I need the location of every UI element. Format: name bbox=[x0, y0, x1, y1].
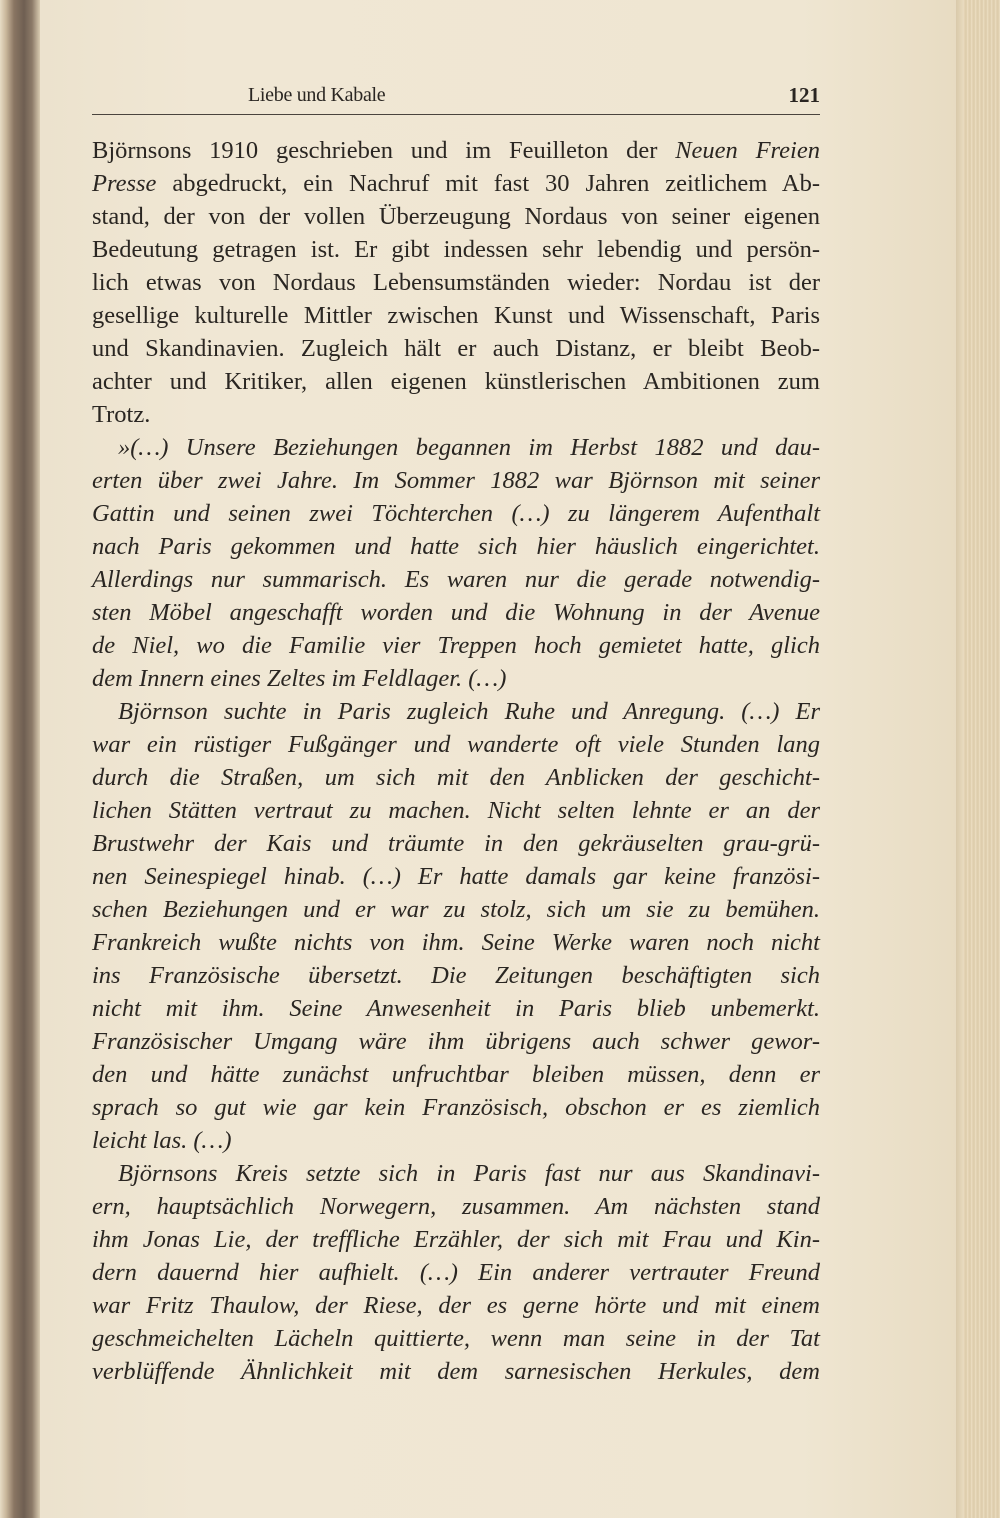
page-stack-edge bbox=[956, 0, 1000, 1518]
text-line: lichen Stätten vertraut zu machen. Nicht selten lehnte er an der bbox=[92, 797, 820, 824]
text-line: ins Französische übersetzt. Die Zeitungen beschäftigten sich bbox=[92, 962, 820, 989]
text-line: gesellige kulturelle Mittler zwischen Kunst und Wissenschaft, Paris bbox=[92, 302, 820, 329]
text-line: geschmeichelten Lächeln quittierte, wenn man seine in der Tat bbox=[92, 1325, 820, 1352]
text-line: dern dauernd hier aufhielt. (…) Ein anderer vertrauter Freund bbox=[92, 1259, 820, 1286]
running-title: Liebe und Kabale bbox=[248, 84, 386, 106]
text-line: de Niel, wo die Familie vier Treppen hoch gemietet hatte, glich bbox=[92, 632, 820, 659]
text-line: Allerdings nur summarisch. Es waren nur die gerade notwendig- bbox=[92, 566, 820, 593]
page-number: 121 bbox=[788, 83, 820, 107]
text-line: war ein rüstiger Fußgänger und wanderte oft viele Stunden lang bbox=[92, 731, 820, 758]
text-line: dem Innern eines Zeltes im Feldlager. (…) bbox=[92, 665, 507, 692]
text-line: schen Beziehungen und er war zu stolz, sich um sie zu bemühen. bbox=[92, 896, 820, 923]
text-line: Brustwehr der Kais und träumte in den gekräuselten grau-grü- bbox=[92, 830, 820, 857]
text-line: »(…) Unsere Beziehungen begannen im Herbst 1882 und dau- bbox=[118, 434, 820, 461]
text-line bbox=[92, 167, 820, 200]
text-line: durch die Straßen, um sich mit den Anblicken der geschicht- bbox=[92, 764, 820, 791]
text-line: Gattin und seinen zwei Töchterchen (…) zu längerem Aufenthalt bbox=[92, 500, 820, 527]
text-line: war Fritz Thaulow, der Riese, der es gerne hörte und mit einem bbox=[92, 1292, 820, 1319]
text-line: Frankreich wußte nichts von ihm. Seine Werke waren noch nicht bbox=[92, 929, 820, 956]
body-text bbox=[92, 134, 820, 1388]
page-header bbox=[92, 80, 820, 115]
text-line: achter und Kritiker, allen eigenen künstlerischen Ambitionen zum bbox=[92, 368, 820, 395]
text-line: verblüffende Ähnlichkeit mit dem sarnesischen Herkules, dem bbox=[92, 1358, 820, 1385]
text-line: Französischer Umgang wäre ihm übrigens auch schwer gewor- bbox=[92, 1028, 820, 1055]
text-line: Björnsons Kreis setzte sich in Paris fast nur aus Skandinavi- bbox=[118, 1160, 820, 1187]
book-gutter-shadow bbox=[0, 0, 40, 1518]
text-line: erten über zwei Jahre. Im Sommer 1882 war Björnson mit seiner bbox=[92, 467, 820, 494]
text-line: leicht las. (…) bbox=[92, 1127, 232, 1154]
text-line: nach Paris gekommen und hatte sich hier häuslich eingerichtet. bbox=[92, 533, 820, 560]
text-segment: abgedruckt, ein Nachruf mit fast 30 Jahren zeitlichem Ab- bbox=[156, 170, 820, 197]
text-line: Bedeutung getragen ist. Er gibt indessen sehr lebendig und persön- bbox=[92, 236, 820, 263]
text-line: Trotz. bbox=[92, 401, 151, 428]
text-line: Björnson suchte in Paris zugleich Ruhe und Anregung. (…) Er bbox=[118, 698, 820, 725]
text-line: und Skandinavien. Zugleich hält er auch Distanz, er bleibt Beob- bbox=[92, 335, 820, 362]
text-line: nicht mit ihm. Seine Anwesenheit in Paris blieb unbemerkt. bbox=[92, 995, 820, 1022]
text-line bbox=[92, 134, 820, 167]
text-line: nen Seinespiegel hinab. (…) Er hatte damals gar keine französi- bbox=[92, 863, 820, 890]
text-line: ihm Jonas Lie, der treffliche Erzähler, der sich mit Frau und Kin- bbox=[92, 1226, 820, 1253]
italic-segment: Neuen Freien bbox=[675, 137, 820, 164]
text-line: sten Möbel angeschafft worden und die Wohnung in der Avenue bbox=[92, 599, 820, 626]
text-line: den und hätte zunächst unfruchtbar bleiben müssen, denn er bbox=[92, 1061, 820, 1088]
text-line: sprach so gut wie gar kein Französisch, obschon er es ziemlich bbox=[92, 1094, 820, 1121]
text-line: lich etwas von Nordaus Lebensumständen wieder: Nordau ist der bbox=[92, 269, 820, 296]
text-line: ern, hauptsächlich Norwegern, zusammen. Am nächsten stand bbox=[92, 1193, 820, 1220]
italic-segment: Presse bbox=[92, 170, 157, 197]
text-segment: Björnsons 1910 geschrieben und im Feuilleton der bbox=[92, 137, 676, 164]
text-line: stand, der von der vollen Überzeugung Nordaus von seiner eigenen bbox=[92, 203, 820, 230]
